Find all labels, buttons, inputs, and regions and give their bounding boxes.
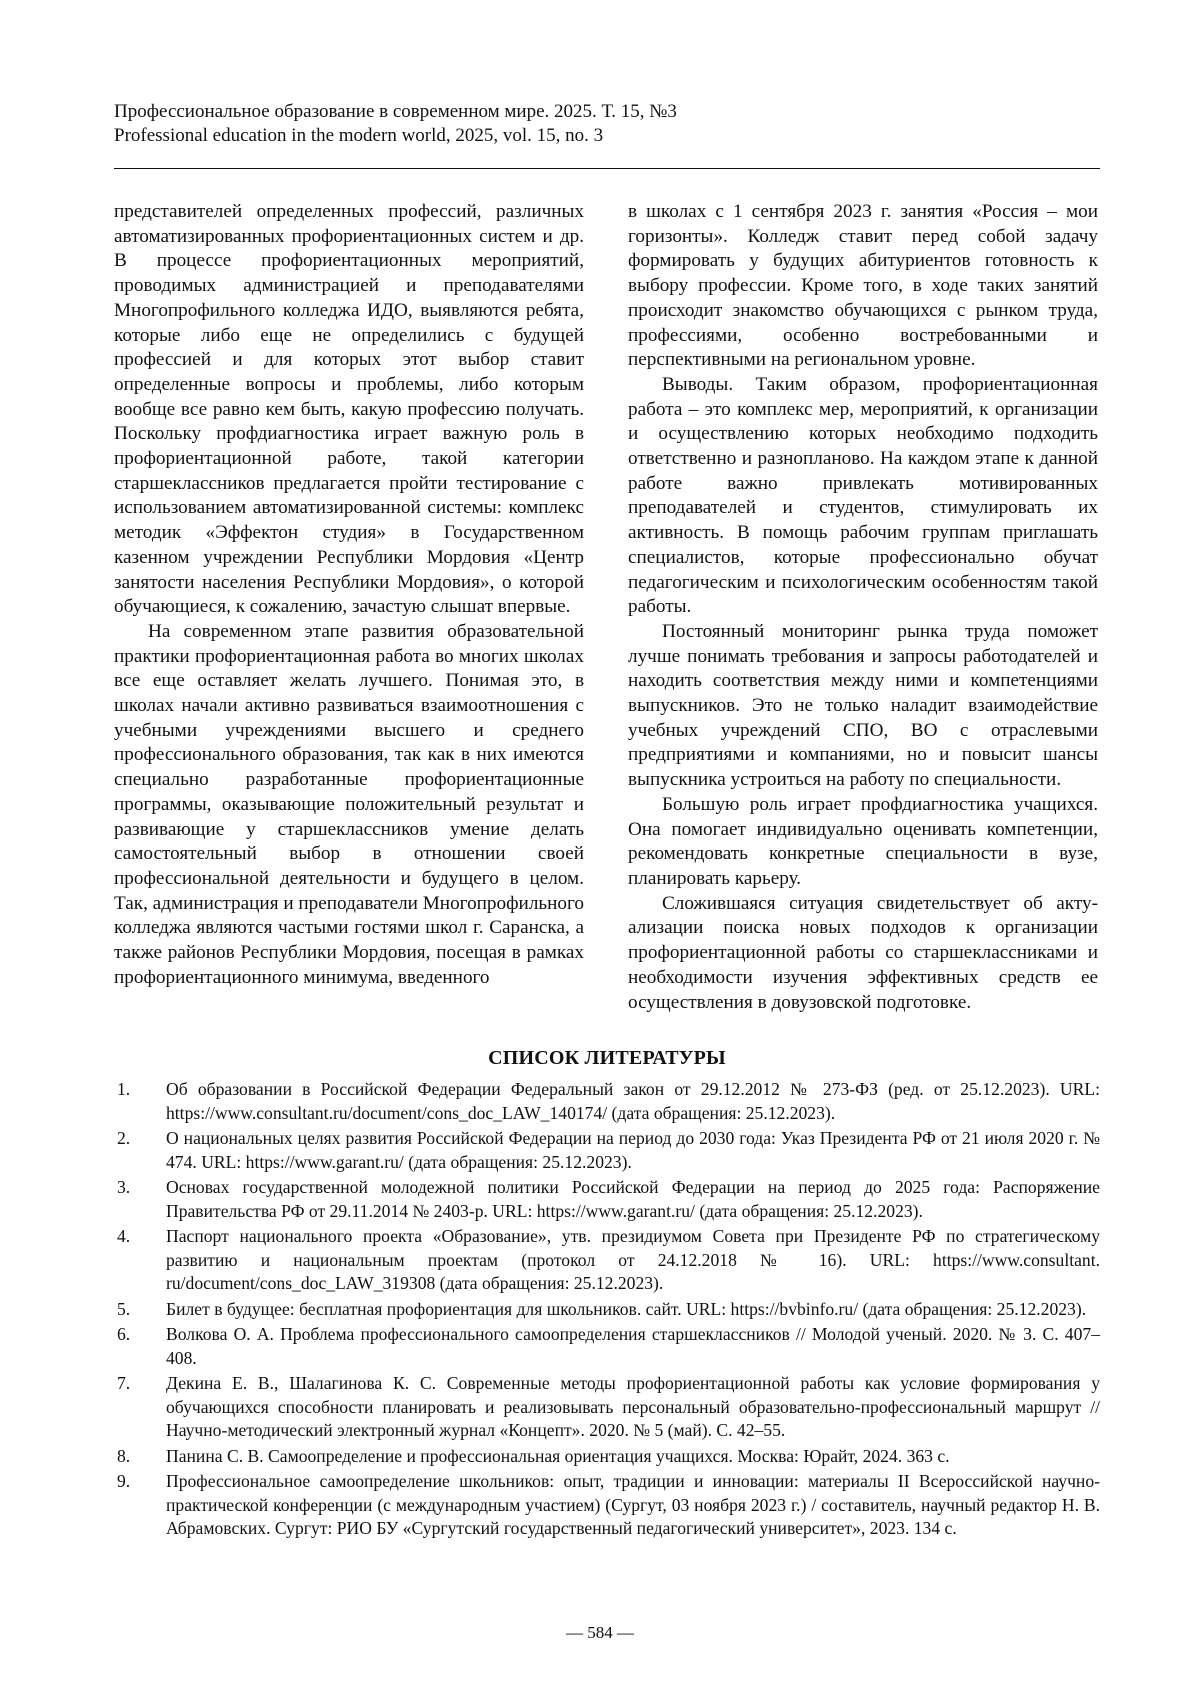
reference-item: [114, 1372, 1100, 1443]
body-paragraph: На современном этапе развития образовательной практики профориентационная работа во многих школах все еще оставляет желать лучшего. Понимая это, в школах начали активно развиваться взаимоотношения с учебными учреждениями высшего и среднего профессионального образования, так как в них имеются специально разработанные профориентационные программы, оказывающие положительный результат и развивающие у старшеклассников умение делать самостоятельный выбор в отношении своей профессиональной деятельности и будущего в целом. Так, администрация и преподаватели Многопрофильного колледжа являются частыми гостями школ г. Саранска, а также районов Республики Мордовия, посещая в рамках профориентационного минимума, введенного: [114, 620, 584, 988]
body-column-left: [114, 200, 584, 991]
reference-text: Профессиональное самоопределение школьников: опыт, традиции и инновации: материалы II Всероссийской научно-практической конференции (с международным участием) (Сургут, 03 ноября 2023 г.) / составитель, научный редактор Н. В. Абрамовских. Сургут: РИО БУ «Сургутский государственный педагогический университет», 2023. 134 с.: [166, 1471, 1100, 1538]
reference-item: [114, 1445, 1100, 1469]
references-list: [114, 1078, 1100, 1543]
reference-text: Об образовании в Российской Федерации Федеральный закон от 29.12.2012 № 273-ФЗ (ред. от 25.12.2023). URL: https://www.consultant.ru/document/cons_doc_LAW_140174/ (дата обращения: 25.12.2023).: [166, 1079, 1100, 1123]
reference-number: 5.: [117, 1298, 131, 1319]
journal-title-en: Professional education in the modern world, 2025, vol. 15, no. 3: [114, 125, 604, 146]
reference-item: [114, 1078, 1100, 1125]
body-paragraph: представителей определенных профессий, различных автоматизированных профориентационных систем и др. В процессе профориентационных мероприятий, проводимых администрацией и преподавателями Многопрофильного колледжа ИДО, выявляются ребята, которые либо еще не определились с будущей профессией и для которых этот выбор ставит определенные вопросы и проблемы, либо которым вообще все равно кем быть, какую профессию получать. Поскольку профдиагностика играет важную роль в профориентационной работе, такой категории старшеклассников предлагается пройти тестирование с использованием автоматизированной системы: комплекс методик «Эффектон студия» в Государственном казенном учреждении Республики Мордовия «Центр занятости населения Республики Мордовия», о которой обучающиеся, к сожалению, зачастую слышат впервые.: [114, 201, 584, 618]
reference-number: 6.: [117, 1324, 131, 1344]
reference-text: Панина С. В. Самоопределение и профессиональная ориентация учащихся. Москва: Юрайт, 2024. 363 с.: [166, 1445, 950, 1466]
body-paragraph: Сложившаяся ситуация свидетельствует об актуализации поиска новых подходов к организации профориентационной работы со старшеклассниками и необходимости изучения эффективных средств ее осуществления в довузовской подготовке.: [628, 892, 1098, 1013]
reference-item: [114, 1470, 1100, 1541]
running-header: [114, 100, 1100, 148]
reference-number: 8.: [117, 1445, 131, 1466]
reference-item: [114, 1225, 1100, 1296]
body-paragraph: в школах с 1 сентября 2023 г. занятия «Россия – мои горизонты». Колледж ставит перед собой задачу формировать у будущих абитуриентов готовность к выбору профессии. Кроме того, в ходе таких занятий происходит знакомство обучающихся с рынком труда, профессиями, особенно востребованными и перспективными на региональном уровне.: [628, 201, 1098, 371]
body-paragraph: Большую роль играет профдиагностика учащихся. Она помогает индивидуально оценивать компетенции, рекомендовать конкретные специальности в вузе, планировать карьеру.: [628, 793, 1098, 889]
journal-title-ru: Профессиональное образование в современном мире. 2025. Т. 15, №3: [114, 101, 677, 122]
page-number: — 584 —: [566, 1623, 634, 1642]
reference-number: 2.: [117, 1128, 131, 1148]
reference-number: 3.: [117, 1177, 131, 1197]
reference-number: 4.: [117, 1226, 131, 1246]
header-divider: [114, 168, 1100, 169]
body-column-right: [628, 200, 1098, 1015]
reference-text: Волкова О. А. Проблема профессионального самоопределения старшеклассников // Молодой ученый. 2020. № 3. С. 407–408.: [166, 1324, 1100, 1368]
body-paragraph: Постоянный мониторинг рынка труда поможет лучше понимать требования и запросы работодателей и находить соответствия между ними и компетенциями выпускников. Это не только наладит взаимодействие учебных учреждений СПО, ВО с отраслевыми предприятиями и компаниями, но и повысит шансы выпускника устроиться на работу по специальности.: [628, 620, 1098, 791]
reference-text: Паспорт национального проекта «Образование», утв. президиумом Совета при Президенте РФ по стратегическому развитию и национальным проектам (протокол от 24.12.2018 № 16). URL: https://www.consultant. ru/document/cons_doc_LAW_319308 (дата обращения: 25.12.2023).: [166, 1226, 1100, 1293]
reference-item: [114, 1323, 1100, 1370]
references-heading: СПИСОК ЛИТЕРАТУРЫ: [488, 1047, 726, 1069]
reference-number: 7.: [117, 1373, 131, 1393]
reference-item: [114, 1176, 1100, 1223]
reference-number: 1.: [117, 1079, 131, 1099]
reference-text: Билет в будущее: бесплатная профориентация для школьников. сайт. URL: https://bvbinfo.ru/ (дата обращения: 25.12.2023).: [166, 1298, 1087, 1319]
conclusions-paragraph: Выводы. Таким образом, профориентационная работа – это комплекс мер, мероприятий, к организации и осуществлению которых необходимо подходить ответственно и разнопланово. На каждом этапе к данной работе важно привлекать мотивированных преподавателей и студентов, стимулировать их активность. В помощь рабочим группам приглашать специалистов, которые профессионально обучат педагогическим и психологическим особенностям такой работы.: [628, 373, 1098, 618]
reference-text: О национальных целях развития Российской Федерации на период до 2030 года: Указ Президента РФ от 21 июля 2020 г. № 474. URL: https://www.garant.ru/ (дата обращения: 25.12.2023).: [166, 1128, 1100, 1172]
reference-item: [114, 1298, 1100, 1322]
reference-text: Декина Е. В., Шалагинова К. С. Современные методы профориентационной работы как условие формирования у обучающихся способности планировать и реализовывать персональный образовательно-профессиональный маршрут // Научно-методический электронный журнал «Концепт». 2020. № 5 (май). С. 42–55.: [166, 1373, 1100, 1440]
reference-item: [114, 1127, 1100, 1174]
reference-text: Основах государственной молодежной политики Российской Федерации на период до 2025 года: Распоряжение Правительства РФ от 29.11.2014 № 2403-р. URL: https://www.garant.ru/ (дата обращения: 25.12.2023).: [166, 1177, 1100, 1221]
reference-number: 9.: [117, 1471, 131, 1491]
